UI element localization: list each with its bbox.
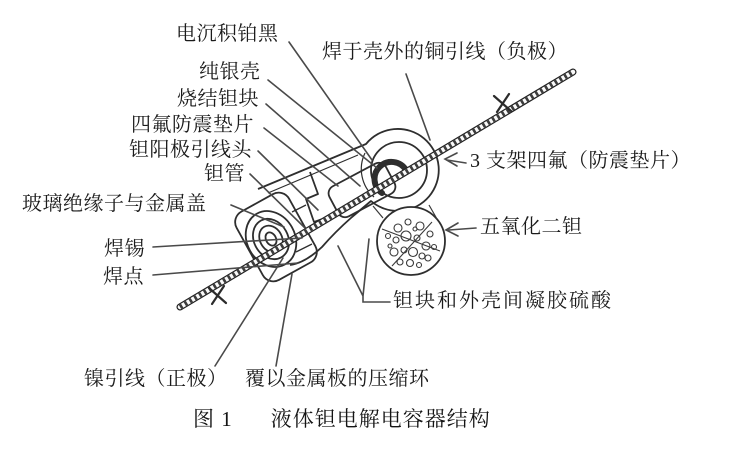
label-glass-insulator-cap: 玻璃绝缘子与金属盖 xyxy=(22,193,207,215)
label-anode-lead-head: 钽阳极引线头 xyxy=(129,139,252,161)
figure-caption xyxy=(193,403,491,433)
label-copper-lead-negative: 焊于壳外的铜引线（负极） xyxy=(322,41,568,63)
leader-silver-shell xyxy=(268,80,377,168)
label-pure-silver-shell: 纯银壳 xyxy=(199,61,261,83)
rod-cross-tie-upper xyxy=(494,94,511,112)
label-tantalum-pentoxide: 五氧化二钽 xyxy=(480,216,583,238)
leader-compression-ring xyxy=(276,274,292,366)
leader-anode-lead-head xyxy=(258,151,318,210)
label-tantalum-tube: 钽管 xyxy=(204,163,245,185)
label-solder: 焊锡 xyxy=(104,238,145,260)
label-platinum-black: 电沉积铂黑 xyxy=(176,23,279,45)
label-sintered-block: 烧结钽块 xyxy=(177,88,259,110)
figure-caption-title: 液体钽电解电容器结构 xyxy=(270,407,491,431)
leader-tantalum-tube xyxy=(250,174,305,228)
label-compression-ring: 覆以金属板的压缩环 xyxy=(245,368,430,390)
leader-nickel-lead xyxy=(215,258,283,366)
figure-caption-number: 图 1 xyxy=(193,407,233,431)
leader-arrow-pentoxide xyxy=(446,223,476,236)
label-solder-joint: 焊点 xyxy=(103,266,144,288)
leader-arrow-supports xyxy=(445,153,466,166)
detail-circle-sintered-grains xyxy=(373,205,445,275)
label-gel-sulfuric-acid: 钽块和外壳间凝胶硫酸 xyxy=(393,290,613,312)
label-three-ptfe-supports: 3 支架四氟（防震垫片） xyxy=(470,150,691,172)
label-nickel-lead-positive: 镍引线（正极） xyxy=(84,368,228,390)
label-ptfe-gasket: 四氟防震垫片 xyxy=(131,114,254,136)
